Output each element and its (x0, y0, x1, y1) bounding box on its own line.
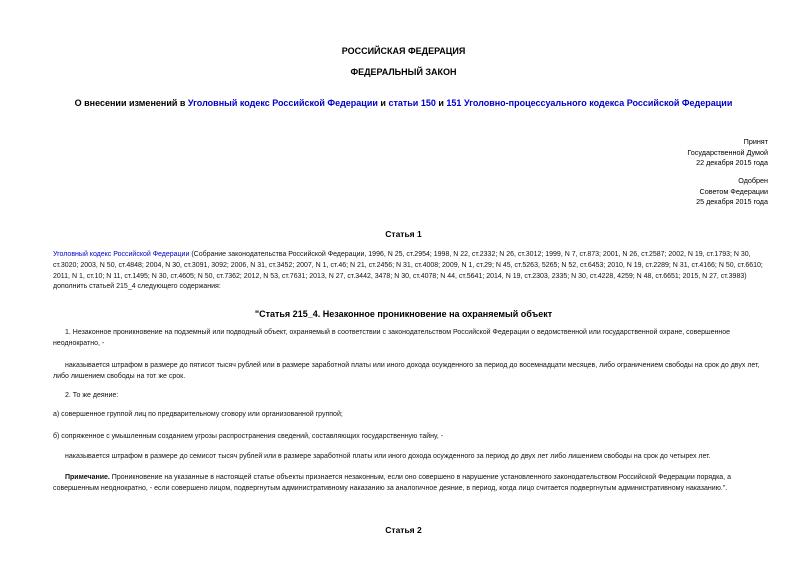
title-mid-1: и (377, 98, 389, 108)
paragraph-5: б) сопряженное с умышленным созданием угрозы распространения сведений, составляющих государственную тайну, - (53, 433, 444, 440)
new-article-title: "Статья 215_4. Незаконное проникновение на охраняемый объект (254, 309, 553, 319)
approved-line-3: 25 декабря 2015 года (696, 197, 768, 206)
title-mid-2: и (435, 98, 447, 108)
note-label: Примечание. (65, 474, 110, 481)
paragraph-4: а) совершенное группой лиц по предварительному сговору или организованной группой; (53, 411, 343, 418)
article-151-link[interactable]: 151 Уголовно-процессуального кодекса Российской Федерации (446, 98, 733, 108)
note-paragraph (53, 473, 768, 495)
paragraph-1: 1. Незаконное проникновение на подземный или подводный объект, охраняемый в соответствии с законодательством Российской Федерации о ведомственной или государственной охране, совершенное неоднократно, - (53, 329, 731, 347)
country-heading: РОССИЙСКАЯ ФЕДЕРАЦИЯ (341, 46, 466, 56)
approved-line-1: Одобрен (738, 176, 768, 185)
paragraph-3: 2. То же деяние: (65, 392, 119, 399)
note-text: Проникновение на указанные в настоящей статье объекты признается незаконным, если оно совершено в нарушение установленного законодательством Российской Федерации порядка, а совершенным неоднократно, - если совершено лицом, подвергнутым административному наказанию за аналогичное деяние, в период, когда лицо считается подвергнутым административному наказанию.". (53, 474, 731, 492)
title-prefix: О внесении изменений в (74, 98, 188, 108)
article-150-link[interactable]: статьи 150 (388, 98, 436, 108)
law-type-heading: ФЕДЕРАЛЬНЫЙ ЗАКОН (350, 67, 457, 77)
paragraph-6: наказывается штрафом в размере до семисот тысяч рублей или в размере заработной платы или иного дохода осужденного за период до двух лет либо лишением свободы на срок до четырех лет. (65, 453, 711, 460)
article-1-intro-text: (Собрание законодательства Российской Федерации, 1996, N 25, ст.2954; 1998, N 22, ст.2332; N 26, ст.3012; 1999, N 7, ст.873; 2001, N 26, ст.2587; 2002, N 19, ст.1793; N 30, ст.3020; 2003, N 50, ст.4848; 2004, N 30, ст.3091, 3092; 2006, N 31, ст.3452; 2007, N 1, ст.46; N 21, ст.2456; N 31, ст.4008; 2009, N 1, ст.29; N 45, ст.5263, 5265; N 52, ст.6453; 2010, N 19, ст.2289; N 31, ст.4166; N 50, ст.6610; 2011, N 1, ст.10; N 11, ст.1495; N 30, ст.4605; N 50, ст.7362; 2012, N 53, ст.7631; 2013, N 27, ст.3442, 3478; N 30, ст.4078; N 44, ст.5641; 2014, N 19, ст.2303, 2335; N 30, ст.4228, 4259; N 48, ст.6651; 2015, N 27, ст.3983) дополнить статьей 215_4 следующего содержания: (53, 251, 763, 291)
article-1-heading: Статья 1 (385, 229, 422, 239)
criminal-code-link[interactable]: Уголовный кодекс Российской Федерации (187, 98, 378, 108)
adopted-line-3: 22 декабря 2015 года (696, 158, 768, 167)
adopted-line-1: Принят (743, 137, 768, 146)
article-1-intro (53, 250, 768, 293)
criminal-code-intro-link[interactable]: Уголовный кодекс Российской Федерации (53, 251, 190, 258)
article-2-heading: Статья 2 (385, 525, 422, 535)
law-title (0, 98, 807, 108)
adopted-block (687, 137, 768, 169)
approved-line-2: Советом Федерации (699, 186, 768, 196)
approved-block (696, 176, 768, 208)
adopted-line-2: Государственной Думой (687, 147, 768, 157)
paragraph-2: наказывается штрафом в размере до пятисот тысяч рублей или в размере заработной платы или иного дохода осужденного за период до восемнадцати месяцев, либо ограничением свободы на срок до двух лет, либо лишением свободы на тот же срок. (53, 362, 760, 380)
